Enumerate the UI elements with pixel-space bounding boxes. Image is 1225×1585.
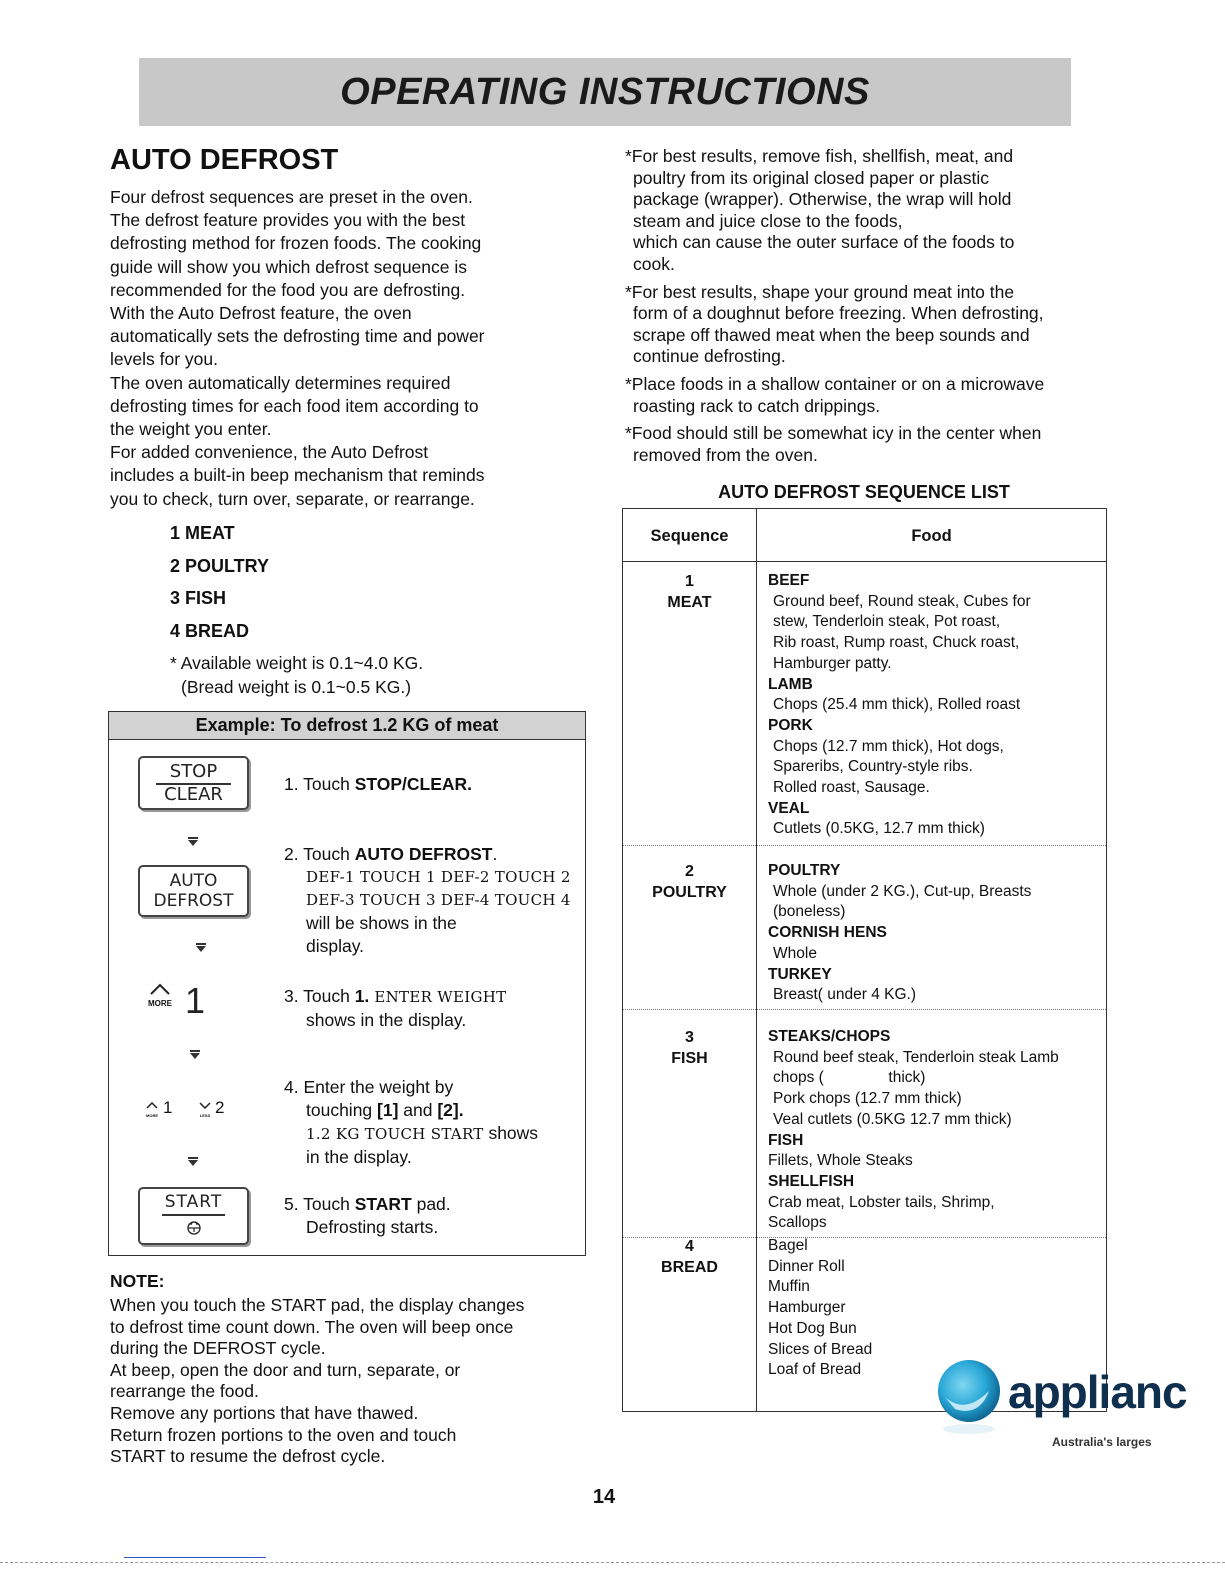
food-category: CORNISH HENS — [768, 924, 887, 942]
food-category: VEAL — [768, 799, 810, 817]
header-divider — [623, 561, 1106, 562]
food-cell — [768, 861, 1103, 1006]
step-text: touching — [306, 1100, 378, 1120]
tip-line: scrape off thawed meat when the beep sounds and — [633, 324, 1030, 345]
food-category: LAMB — [768, 675, 813, 693]
note-line: When you touch the START pad, the display changes — [110, 1295, 525, 1315]
note-line: to defrost time count down. The oven will beep once — [110, 1316, 514, 1337]
down-arrow-icon — [188, 840, 198, 846]
step-4 — [284, 1076, 538, 1169]
tip-line: *Food should still be somewhat icy in the center when — [625, 423, 1042, 444]
step-text: 2. Touch — [284, 844, 355, 864]
step-text: . — [492, 844, 498, 864]
intro-line: The defrost feature provides you with the best — [110, 210, 466, 231]
food-item: Ground beef, Round steak, Cubes for — [773, 592, 1031, 610]
food-cell — [768, 1027, 1103, 1234]
logo-wordmark: applianc — [1008, 1366, 1187, 1418]
intro-line: Four defrost sequences are preset in the oven. — [110, 187, 473, 207]
step-2 — [284, 843, 571, 958]
number-1-key[interactable]: 1 — [185, 980, 206, 1021]
step-text: and — [398, 1100, 438, 1120]
bottom-divider — [0, 1562, 1225, 1563]
row-divider — [623, 845, 1106, 846]
food-item: Hamburger patty. — [773, 654, 892, 672]
intro-line: For added convenience, the Auto Defrost — [110, 442, 429, 463]
table-title: AUTO DEFROST SEQUENCE LIST — [718, 482, 1010, 502]
food-item: Veal cutlets (0.5KG 12.7 mm thick) — [773, 1110, 1012, 1128]
less-small-icon — [198, 1096, 212, 1118]
note-line: Remove any portions that have thawed. — [110, 1402, 419, 1423]
step-text: will be shows in the — [306, 913, 457, 933]
sequence-item: 2 POULTRY — [170, 555, 270, 576]
step-text: display. — [306, 936, 365, 956]
logo-tagline: Australia's larges — [1052, 1435, 1152, 1449]
step-text: 5. Touch — [284, 1194, 355, 1214]
display-readout: DEF-3 TOUCH 3 DEF-4 TOUCH 4 — [306, 891, 571, 909]
food-item: Scallops — [768, 1214, 827, 1232]
sequence-name: POULTRY — [652, 884, 727, 901]
step-key: START — [354, 1194, 412, 1214]
food-item: Hamburger — [768, 1299, 846, 1317]
note-line: during the DEFROST cycle. — [110, 1338, 326, 1359]
food-category: STEAKS/CHOPS — [768, 1028, 891, 1045]
food-item: Round beef steak, Tenderloin steak Lamb — [773, 1048, 1059, 1066]
sequence-number: 2 — [685, 863, 694, 880]
food-category: TURKEY — [768, 965, 832, 983]
tip-item — [625, 282, 1095, 368]
available-weight-line: * Available weight is 0.1~4.0 KG. — [170, 653, 424, 673]
display-readout: ENTER WEIGHT — [369, 988, 507, 1006]
intro-line: automatically sets the defrosting time and power — [110, 326, 485, 347]
down-arrow-icon — [196, 946, 206, 952]
sequence-item: 3 FISH — [170, 588, 227, 608]
sequence-cell — [623, 1027, 756, 1069]
intro-line: defrosting method for frozen foods. The cooking — [110, 233, 482, 254]
display-readout: DEF-1 TOUCH 1 DEF-2 TOUCH 2 — [306, 868, 571, 886]
intro-line: The oven automatically determines required — [110, 372, 451, 393]
sequence-cell — [623, 1236, 756, 1278]
step-text: shows — [483, 1123, 539, 1143]
tip-item — [625, 146, 1095, 276]
food-category: FISH — [768, 1131, 804, 1149]
sequence-number: 1 — [685, 573, 694, 590]
clear-label: CLEAR — [164, 784, 223, 805]
note-line: START to resume the defrost cycle. — [110, 1446, 386, 1467]
food-item: Hot Dog Bun — [768, 1319, 857, 1337]
food-item: Chops (25.4 mm thick), Rolled roast — [773, 696, 1021, 714]
intro-line: the weight you enter. — [110, 419, 272, 440]
sequence-name: MEAT — [667, 594, 712, 611]
step-5 — [284, 1193, 451, 1239]
section-title: AUTO DEFROST — [110, 144, 339, 176]
intro-line: you to check, turn over, separate, or rearrange. — [110, 488, 475, 509]
brand-logo — [935, 1355, 1225, 1455]
food-category: POULTRY — [768, 862, 841, 879]
step-key: [1] — [377, 1100, 399, 1120]
sequence-number: 3 — [685, 1029, 694, 1046]
sequence-item: 1 MEAT — [170, 523, 235, 543]
intro-line: recommended for the food you are defrosting. — [110, 279, 466, 300]
food-category: BEEF — [768, 572, 810, 589]
note-text — [110, 1295, 590, 1468]
column-divider — [756, 509, 757, 1411]
food-item: Chops (12.7 mm thick), Hot dogs, — [773, 737, 1004, 755]
start-label: START — [164, 1192, 223, 1212]
food-item: Fillets, Whole Steaks — [768, 1152, 913, 1170]
food-item: Crab meat, Lobster tails, Shrimp, — [768, 1193, 995, 1211]
tip-line: steam and juice close to the foods, — [633, 210, 903, 231]
tip-line: cook. — [633, 253, 675, 274]
step-1 — [284, 773, 472, 796]
food-item: Loaf of Bread — [768, 1361, 862, 1379]
step-key: 1. — [354, 986, 370, 1006]
step-text: in the display. — [306, 1147, 412, 1167]
note-line: At beep, open the door and turn, separate, or — [110, 1359, 461, 1380]
number-2-key[interactable]: 2 — [215, 1098, 225, 1117]
food-item: Dinner Roll — [768, 1257, 845, 1275]
food-item: Bagel — [768, 1237, 808, 1254]
food-item: Muffin — [768, 1278, 810, 1296]
note-title: NOTE: — [110, 1271, 165, 1291]
tip-line: *Place foods in a shallow container or on a microwave — [625, 373, 1045, 394]
start-button[interactable] — [138, 1187, 249, 1245]
bottom-link-underline — [124, 1557, 266, 1558]
defrost-label: DEFROST — [153, 891, 234, 911]
lock-icon — [140, 1219, 247, 1239]
step-text: pad. — [411, 1194, 451, 1214]
food-cell — [768, 571, 1103, 840]
food-category: SHELLFISH — [768, 1172, 855, 1190]
step-key: STOP/CLEAR. — [354, 774, 473, 794]
available-weight-note — [170, 651, 423, 699]
tip-line: poultry from its original closed paper or plastic — [633, 167, 989, 188]
stop-clear-button[interactable] — [138, 756, 249, 810]
step-text: 4. Enter the weight by — [284, 1077, 454, 1097]
number-1-key[interactable]: 1 — [163, 1098, 173, 1117]
tip-line: *For best results, remove fish, shellfish, meat, and — [625, 146, 1014, 166]
intro-line: guide will show you which defrost sequence is — [110, 256, 467, 277]
tip-item — [625, 423, 1095, 466]
tip-line: *For best results, shape your ground meat into the — [625, 281, 1015, 302]
food-item: Rolled roast, Sausage. — [773, 779, 930, 797]
sequence-number: 4 — [685, 1238, 694, 1255]
stop-label: STOP — [169, 761, 218, 782]
intro-line: includes a built-in beep mechanism that reminds — [110, 465, 485, 486]
food-item: Rib roast, Rump roast, Chuck roast, — [773, 634, 1020, 652]
intro-line: With the Auto Defrost feature, the oven — [110, 303, 412, 324]
step-text: shows in the display. — [306, 1010, 467, 1030]
step-key: [2]. — [437, 1100, 464, 1120]
example-box — [108, 711, 586, 1256]
tip-line: roasting rack to catch drippings. — [633, 395, 881, 416]
step-3 — [284, 985, 506, 1032]
bread-weight-line: (Bread weight is 0.1~0.5 KG.) — [181, 677, 412, 697]
note-line: rearrange the food. — [110, 1381, 259, 1402]
more-label: MORE — [146, 1113, 158, 1118]
food-item: (boneless) — [773, 903, 846, 921]
row-divider — [623, 1237, 1106, 1238]
step-text: Defrosting starts. — [306, 1217, 439, 1237]
intro-line: levels for you. — [110, 349, 218, 370]
tip-line: form of a doughnut before freezing. When defrosting, — [633, 303, 1044, 324]
food-item: Pork chops (12.7 mm thick) — [773, 1090, 962, 1108]
food-item: stew, Tenderloin steak, Pot roast, — [773, 613, 1001, 631]
auto-label: AUTO — [169, 871, 218, 891]
logo-swirl-icon — [935, 1357, 1007, 1437]
auto-defrost-button[interactable] — [138, 865, 249, 917]
display-readout: 1.2 KG TOUCH START — [306, 1125, 484, 1143]
intro-line: defrosting times for each food item according to — [110, 395, 479, 416]
food-item: Breast( under 4 KG.) — [773, 986, 917, 1004]
defrost-sequence-list — [170, 521, 269, 651]
sequence-table — [622, 508, 1107, 1412]
food-item: Spareribs, Country-style ribs. — [773, 758, 973, 776]
page-header — [139, 58, 1071, 126]
intro-text — [110, 186, 580, 511]
food-item: Cutlets (0.5KG, 12.7 mm thick) — [773, 820, 985, 838]
column-header-food: Food — [911, 527, 952, 545]
tips-list — [625, 146, 1095, 472]
tip-line: removed from the oven. — [633, 444, 818, 465]
more-small-icon — [145, 1096, 159, 1118]
food-item: Whole (under 2 KG.), Cut-up, Breasts — [773, 882, 1032, 900]
step-text: 1. Touch — [284, 774, 355, 794]
tip-line: package (wrapper). Otherwise, the wrap will hold — [633, 189, 1012, 210]
sequence-cell — [623, 571, 756, 613]
sequence-name: BREAD — [661, 1259, 718, 1276]
food-category: PORK — [768, 716, 813, 734]
sequence-name: FISH — [671, 1050, 708, 1067]
step-text: 3. Touch — [284, 986, 355, 1006]
sequence-item: 4 BREAD — [170, 620, 250, 641]
food-item: Whole — [773, 944, 817, 962]
less-label: LESS — [199, 1113, 211, 1118]
page-number: 14 — [592, 1486, 616, 1508]
sequence-cell — [623, 861, 756, 903]
more-label: MORE — [148, 999, 172, 1008]
row-divider — [623, 1009, 1106, 1010]
down-arrow-icon — [190, 1053, 200, 1059]
more-up-icon — [145, 982, 175, 1008]
example-title: Example: To defrost 1.2 KG of meat — [109, 712, 585, 740]
food-item: chops ( thick) — [773, 1069, 926, 1087]
tip-line: continue defrosting. — [633, 346, 786, 367]
column-header-sequence: Sequence — [650, 527, 729, 545]
page-title: OPERATING INSTRUCTIONS — [340, 70, 870, 113]
tip-line: which can cause the outer surface of the foods to — [633, 232, 1015, 253]
food-item: Slices of Bread — [768, 1340, 873, 1358]
step-key: AUTO DEFROST — [354, 844, 493, 864]
down-arrow-icon — [188, 1160, 198, 1166]
button-divider — [162, 1214, 225, 1216]
note-line: Return frozen portions to the oven and touch — [110, 1424, 457, 1445]
tip-item — [625, 374, 1095, 417]
